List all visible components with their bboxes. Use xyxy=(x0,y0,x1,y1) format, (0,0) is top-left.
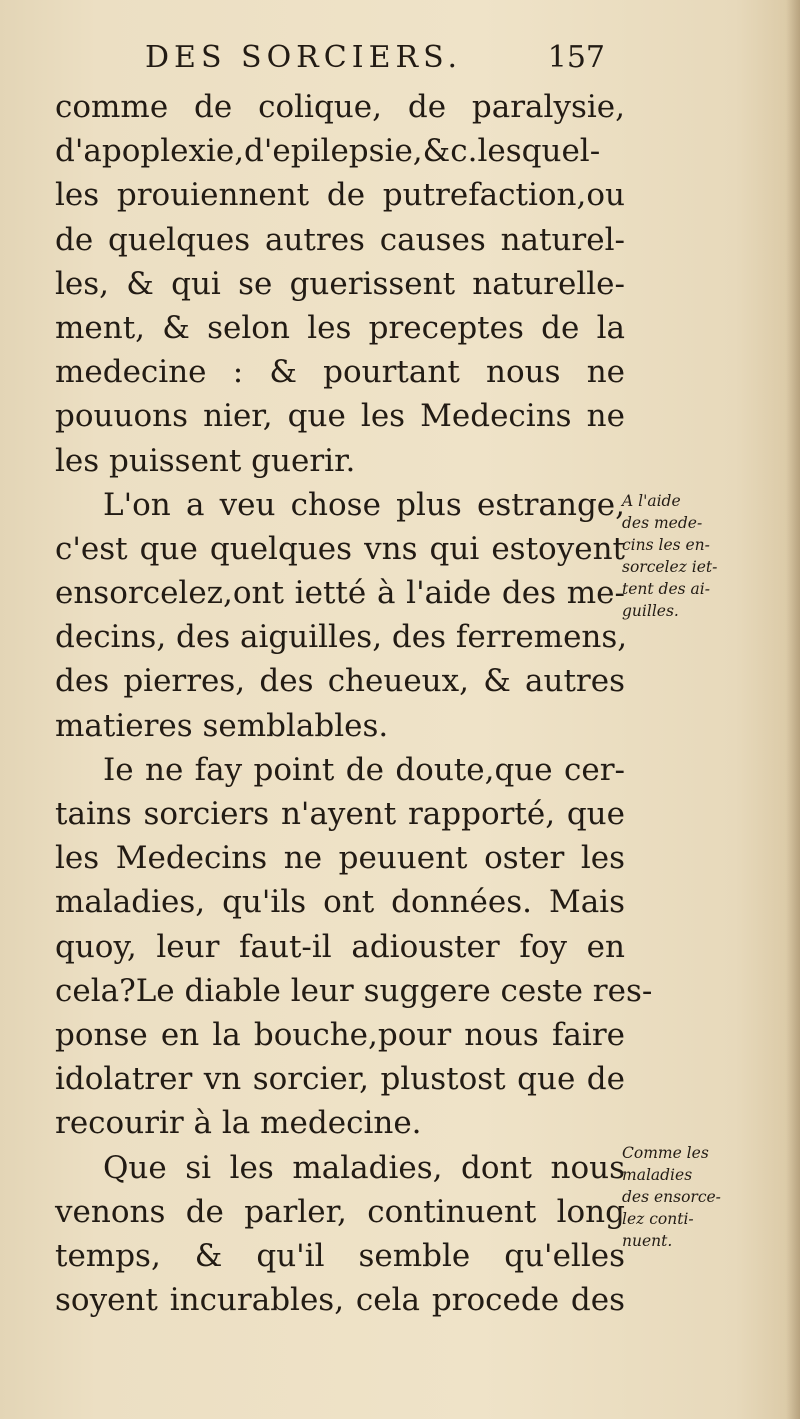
text-line: comme de colique, de paralysie, xyxy=(55,89,625,125)
margin-note-line: des mede- xyxy=(622,514,703,532)
text-line: c'est que quelques vns qui estoyent xyxy=(55,530,625,567)
margin-note-line: maladies xyxy=(622,1166,693,1184)
text-line: L'on a veu chose plus estrange, xyxy=(103,486,625,523)
page-header xyxy=(145,40,605,75)
text-line: d'apoplexie,d'epilepsie,&c.lesquel- xyxy=(55,133,601,170)
text-line: les, & qui se guerissent naturelle- xyxy=(55,265,625,302)
text-line: les prouiennent de putrefaction,ou xyxy=(55,177,625,214)
margin-note xyxy=(622,490,794,622)
margin-note-line: guilles. xyxy=(622,602,679,620)
text-line: decins, des aiguilles, des ferremens, xyxy=(55,619,628,656)
margin-note-line: A l'aide xyxy=(622,492,681,510)
text-line: pouuons nier, que les Medecins ne xyxy=(55,398,625,435)
margin-note-line: sorcelez iet- xyxy=(622,558,718,576)
margin-note-line: des ensorce- xyxy=(622,1188,721,1206)
text-line: ensorcelez,ont ietté à l'aide des me- xyxy=(55,575,625,612)
margin-note-line: nuent. xyxy=(622,1232,673,1250)
text-line: Que si les maladies, dont nous xyxy=(103,1149,625,1186)
text-line: tains sorciers n'ayent rapporté, que xyxy=(55,796,625,832)
text-line: medecine : & pourtant nous ne xyxy=(55,354,625,391)
text-line: des pierres, des cheueux, & autres xyxy=(55,663,625,700)
text-line: Ie ne fay point de doute,que cer- xyxy=(103,751,625,788)
margin-note-line: cins les en- xyxy=(622,536,710,554)
text-line: les Medecins ne peuuent oster les xyxy=(55,840,625,877)
page-number: 157 xyxy=(547,40,605,75)
text-line: ment, & selon les preceptes de la xyxy=(55,309,625,346)
text-line: cela?Le diable leur suggere ceste res- xyxy=(55,972,653,1009)
text-line: de quelques autres causes naturel- xyxy=(55,221,625,258)
text-line: matieres semblables. xyxy=(55,707,389,744)
text-line: soyent incurables, cela procede des xyxy=(55,1282,625,1319)
text-line: venons de parler, continuent long xyxy=(55,1193,625,1230)
text-line: ponse en la bouche,pour nous faire xyxy=(55,1016,625,1053)
margin-note-line: tent des ai- xyxy=(622,580,710,598)
margin-note-line: lez conti- xyxy=(622,1210,694,1228)
text-line: maladies, qu'ils ont données. Mais xyxy=(55,884,625,921)
text-line: quoy, leur faut-il adiouster foy en xyxy=(55,928,625,965)
text-line: temps, & qu'il semble qu'elles xyxy=(55,1237,625,1274)
running-head: DES SORCIERS. xyxy=(145,40,463,75)
margin-note xyxy=(622,1142,794,1252)
text-line: les puissent guerir. xyxy=(55,442,356,479)
text-line: idolatrer vn sorcier, plustost que de xyxy=(55,1061,625,1098)
text-line: recourir à la medecine. xyxy=(55,1105,422,1142)
margin-note-line: Comme les xyxy=(622,1144,709,1162)
